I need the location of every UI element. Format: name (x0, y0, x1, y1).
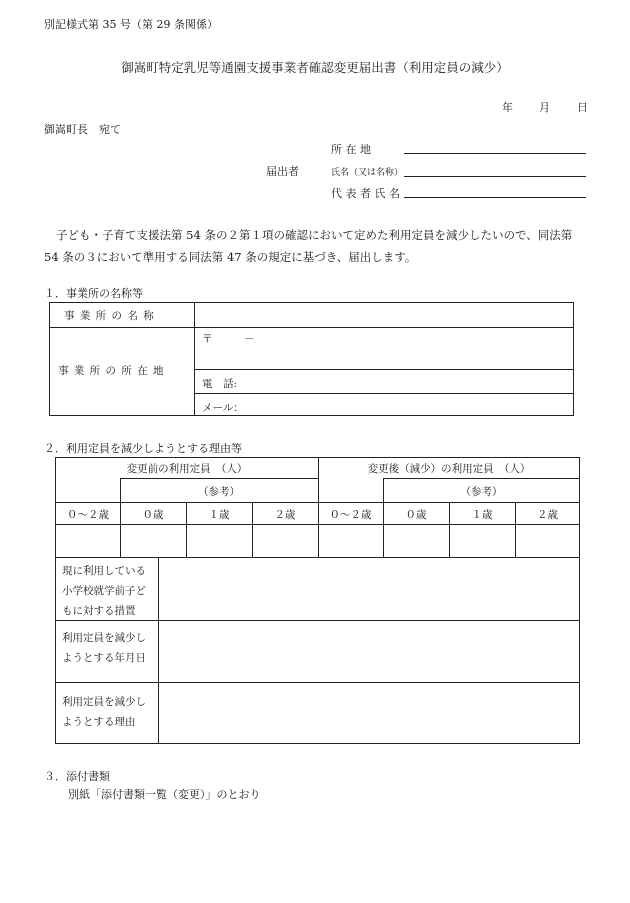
reduction-date-input[interactable] (159, 621, 579, 681)
section2-heading: ２．利用定員を減少しようとする理由等 (44, 442, 242, 455)
before-age-0: ０歳 (142, 509, 164, 521)
recipient: 御嵩町長 宛て (44, 123, 121, 136)
before-count-2-input[interactable] (253, 525, 318, 556)
reduction-reason-input[interactable] (159, 683, 579, 743)
before-capacity-header: 変更前の利用定員 （人） (126, 463, 248, 475)
after-age-0: ０歳 (405, 509, 427, 521)
after-count-0-input[interactable] (384, 525, 449, 556)
before-age-2: ２歳 (274, 509, 296, 521)
before-count-1-input[interactable] (187, 525, 252, 556)
facility-address-label: 事 業 所 の 所 在 地 (58, 365, 165, 377)
before-age-0-2: ０～２歳 (67, 509, 109, 521)
reduction-date-label: 利用定員を減少しようとする年月日 (62, 632, 146, 664)
facility-table (49, 302, 574, 416)
before-count-0-2-input[interactable] (56, 525, 120, 556)
after-reference-label: （参考） (460, 486, 503, 498)
current-measures-input[interactable] (159, 558, 579, 619)
email-label: メール： (202, 402, 244, 414)
after-age-2: ２歳 (537, 509, 558, 521)
representative-label: 代 表 者 氏 名 (331, 187, 400, 200)
capacity-table (55, 457, 580, 744)
form-number: 別記様式第 35 号（第 29 条関係） (44, 18, 218, 31)
facility-name-label: 事 業 所 の 名 称 (64, 310, 155, 322)
address-field[interactable] (404, 153, 586, 154)
body-text: 子ども・子育て支援法第 54 条の２第１項の確認において定めた利用定員を減少したいので、同法第 54 条の３において準用する同法第 47 条の規定に基づき、届出します。 (44, 228, 573, 264)
after-count-1-input[interactable] (450, 525, 515, 556)
name-label: 氏名（又は名称） (331, 168, 404, 178)
after-capacity-header: 変更後（減少）の利用定員 （人） (367, 463, 531, 475)
facility-name-input[interactable] (199, 306, 569, 324)
date-year-label: 年 (502, 101, 513, 114)
date-month-label: 月 (539, 101, 550, 114)
name-field[interactable] (404, 176, 586, 177)
attachments-text: 別紙「添付書類一覧（変更）」のとおり (68, 788, 261, 801)
current-measures-label: 現に利用している小学校就学前子どもに対する措置 (62, 565, 146, 617)
before-reference-label: （参考） (198, 486, 240, 498)
after-count-0-2-input[interactable] (319, 525, 383, 556)
phone-label: 電 話: (202, 378, 238, 390)
after-age-1: １歳 (471, 509, 493, 521)
section3-heading: ３．添付書類 (44, 770, 110, 783)
representative-field[interactable] (404, 197, 586, 198)
before-count-0-input[interactable] (121, 525, 186, 556)
document-title: 御嵩町特定乳児等通園支援事業者確認変更届出書（利用定員の減少） (121, 60, 509, 75)
after-count-2-input[interactable] (516, 525, 580, 556)
reporter-label: 届出者 (266, 165, 299, 178)
before-age-1: １歳 (208, 509, 230, 521)
reduction-reason-label: 利用定員を減少しようとする理由 (62, 696, 146, 728)
after-age-0-2: ０～２歳 (329, 509, 372, 521)
date-day-label: 日 (577, 101, 588, 114)
address-label: 所 在 地 (331, 143, 371, 156)
section1-heading: １．事業所の名称等 (44, 287, 143, 300)
postal-code-label: 〒 － (202, 333, 255, 345)
